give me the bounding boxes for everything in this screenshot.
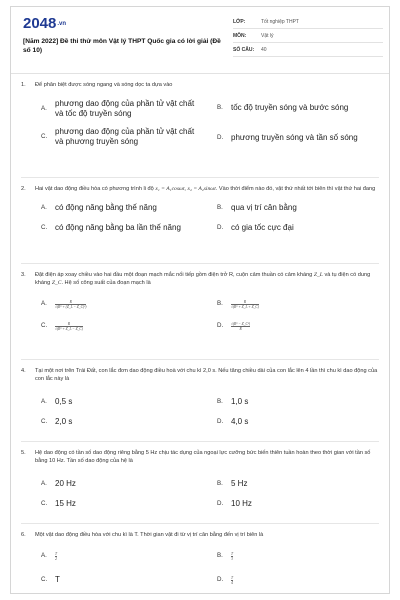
question-stem: 4. Tại một nơi trên Trái Đất, con lắc đơn dao động điều hoà với chu kì 2,0 s. Nếu tăng chiều dài của con lắc lên 4 lần thì chu kì dao động của con lắc này là <box>21 368 378 382</box>
fraction: $\frac{T}{3}$ <box>231 551 233 561</box>
option-d[interactable]: D. phương truyền sóng và tần số sóng <box>217 133 358 142</box>
exam-meta <box>233 15 383 57</box>
fraction: $\frac{T}{2}$ <box>55 551 57 561</box>
option-b[interactable]: B. tốc độ truyền sóng và bước sóng <box>217 103 349 112</box>
question-5 <box>21 449 383 509</box>
question-1 <box>21 81 383 149</box>
options <box>41 383 383 427</box>
question-stem: 1. Để phân biệt được sóng ngang và sóng dọc ta dựa vào <box>21 82 173 88</box>
question-stem: 2. Hai vật dao động điều hòa có phương trình li độ x₁ = A₁cosωt, x₂ = A₂sinωt. Vào thời điểm nào đó, vật thứ nhất tới biên thì vật thứ hai đang <box>21 186 376 192</box>
meta-row-mon: MÔN: Vật lý <box>233 29 383 43</box>
option-c[interactable]: C. phương dao động của phần tử vật chất và phương truyền sóng <box>41 127 195 146</box>
option-b[interactable]: B. 5 Hz <box>217 479 248 488</box>
header-divider <box>11 73 389 74</box>
fraction: $\frac{\text{√(R² − Z\_C²)}}{R}$ <box>231 321 251 331</box>
option-d[interactable]: D. $\frac{T}{4}$ <box>217 575 233 585</box>
option-c[interactable]: C. T <box>41 575 60 584</box>
question-4 <box>21 367 383 427</box>
option-b[interactable]: B. $\frac{T}{3}$ <box>217 551 233 561</box>
question-divider <box>21 441 379 442</box>
fraction: $\frac{T}{4}$ <box>231 575 233 585</box>
option-d[interactable]: D. 4,0 s <box>217 417 249 426</box>
fraction: $\frac{R}{\text{√(R² + Z\_L + Z\_C)}}$ <box>231 299 260 309</box>
options <box>41 193 383 233</box>
option-a[interactable]: A. phương dao động của phần tử vật chất và tốc độ truyền sóng <box>41 99 195 118</box>
option-a[interactable]: A. $\frac{R}{\text{√(R² + (Z\_L − Z\_C)²)}}$ <box>41 299 87 309</box>
question-6 <box>21 531 383 591</box>
question-divider <box>21 359 379 360</box>
option-a[interactable]: A. có động năng bằng thế năng <box>41 203 157 212</box>
option-d[interactable]: D. $\frac{\text{√(R² − Z\_C²)}}{R}$ <box>217 321 251 331</box>
question-3 <box>21 271 383 337</box>
exam-title: [Năm 2022] Đề thi thử môn Vật lý THPT Quốc gia có lời giải (Đề số 10) <box>23 38 221 54</box>
exam-header <box>11 7 389 71</box>
exam-page <box>10 6 390 594</box>
option-d[interactable]: D. có gia tốc cực đại <box>217 223 294 232</box>
question-stem: 6. Một vật dao động điều hòa với chu kì là T. Thời gian vật đi từ vị trí cân bằng đến vị trí biên là <box>21 532 264 538</box>
option-b[interactable]: B. 1,0 s <box>217 397 249 406</box>
options <box>41 465 383 509</box>
option-c[interactable]: C. $\frac{R}{\text{√(R² + Z\_L − Z\_C)}}$ <box>41 321 84 331</box>
option-c[interactable]: C. 15 Hz <box>41 499 76 508</box>
options <box>41 287 383 337</box>
question-divider <box>21 263 379 264</box>
meta-row-socau: SỐ CÂU: 40 <box>233 43 383 57</box>
question-stem: 5. Hệ dao động có tần số dao động riêng bằng 5 Hz chịu tác dụng của ngoại lực cưỡng bức biến thiên tuần hoàn theo thời gian với tần số bằng 10 Hz. Tần số dao động của hệ là <box>21 450 371 464</box>
option-b[interactable]: B. $\frac{R}{\text{√(R² + Z\_L + Z\_C)}}$ <box>217 299 260 309</box>
option-c[interactable]: C. 2,0 s <box>41 417 73 426</box>
option-a[interactable]: A. 20 Hz <box>41 479 76 488</box>
fraction: $\frac{R}{\text{√(R² + (Z\_L − Z\_C)²)}}$ <box>55 299 87 309</box>
question-stem: 3. Đặt điện áp xoay chiều vào hai đầu một đoạn mạch mắc nối tiếp gồm điện trở R, cuộn cảm thuần có cảm kháng Z_L và tụ điện có dung kháng Z_C. Hệ số công suất của đoạn mạch là <box>21 272 371 286</box>
fraction: $\frac{R}{\text{√(R² + Z\_L − Z\_C)}}$ <box>55 321 84 331</box>
options <box>41 539 383 591</box>
option-a[interactable]: A. $\frac{T}{2}$ <box>41 551 57 561</box>
option-c[interactable]: C. có động năng bằng ba lần thế năng <box>41 223 181 232</box>
question-divider <box>21 523 379 524</box>
option-a[interactable]: A. 0,5 s <box>41 397 73 406</box>
option-b[interactable]: B. qua vị trí cân bằng <box>217 203 297 212</box>
site-logo[interactable]: 2048.vn <box>23 15 67 32</box>
options <box>41 89 383 149</box>
question-2 <box>21 185 383 233</box>
question-divider <box>21 177 379 178</box>
option-d[interactable]: D. 10 Hz <box>217 499 252 508</box>
meta-row-lop: LỚP: Tốt nghiệp THPT <box>233 15 383 29</box>
